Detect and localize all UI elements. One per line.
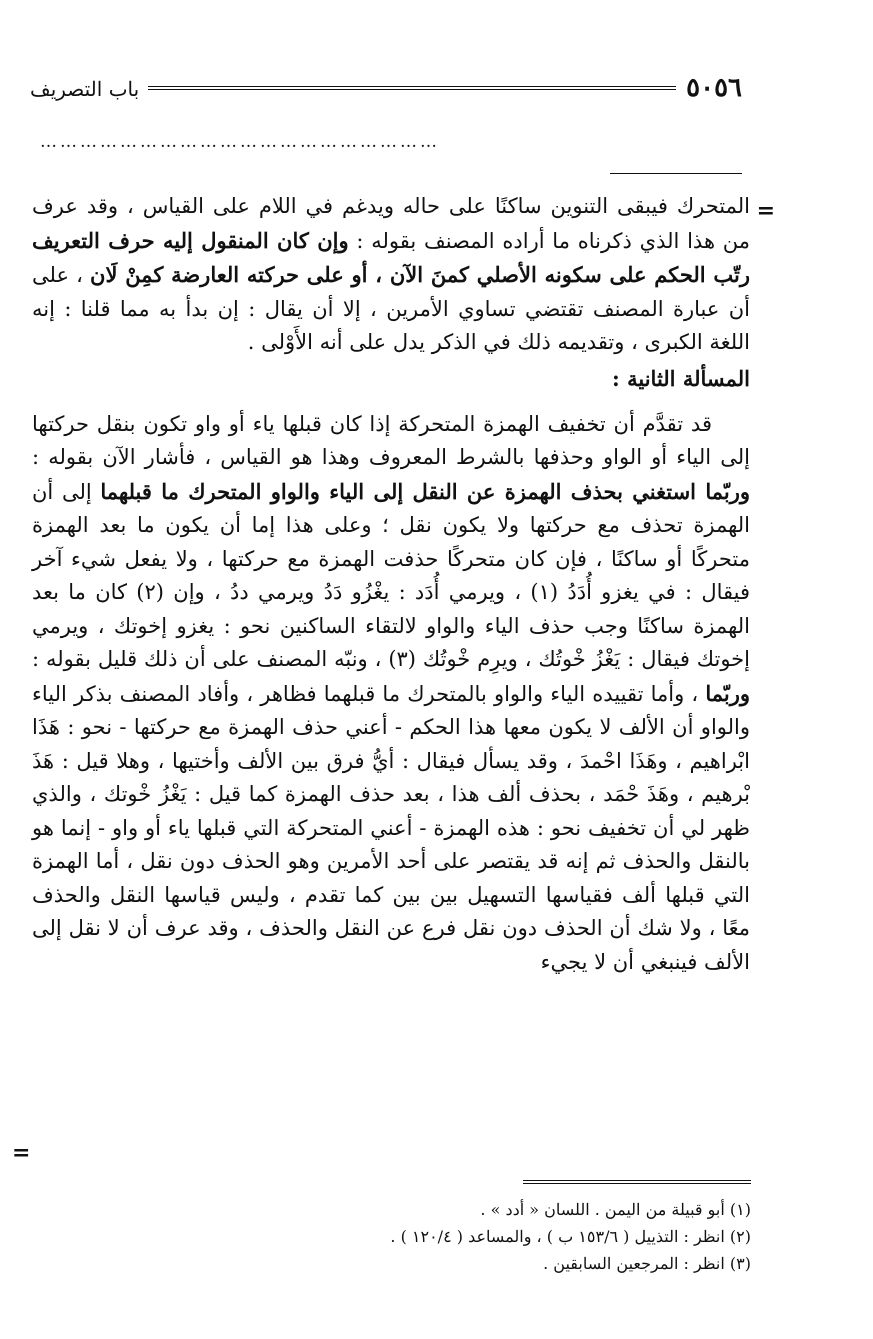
footnote-3: (٣) انظر : المرجعين السابقين .: [543, 1254, 751, 1273]
paragraph-2-text-1: قد تقدَّم أن تخفيف الهمزة المتحركة إذا كان قبلها ياء أو واو تكون بنقل حركتها إلى الياء أو الواو وحذفها بالشرط المعروف وهذا هو القياس ، فأشار الآن بقوله :: [32, 411, 750, 469]
chapter-title: باب التصريف: [30, 77, 140, 101]
header-rule: [148, 86, 676, 90]
footnotes: [111, 1196, 751, 1277]
paragraph-2-text-3: ، وأما تقييده الياء والواو بالمتحرك ما قبلهما فظاهر ، وأفاد المصنف بذكر الياء والواو أن الألف لا يكون معها هذا الحكم - أعني حذف الهمزة مع حركتها - نحو : هَذَا ابْراهيم ، وهَذَا احْمدَ ، وقد يسأل فيقال : أيُّ فرق بين الألف وأختيها ، وهلا قيل : هَذَ بْرهيم ، وهَذَ حْمَد ، بحذف ألف هذا ، بعد حذف الهمزة كما قيل : يَغْزُ خْوتك ، والذي ظهر لي أن تخفيف نحو : هذه الهمزة - أعني المتحركة التي قبلها ياء أو واو - إنما هو بالنقل والحذف ثم إنه قد يقتصر على أحد الأمرين وهو الحذف دون نقل ، أما الهمزة التي قبلها ألف فقياسها التسهيل بين بين كما تقدم ، وليس قياسها النقل والحذف معًا ، ولا شك أن الحذف دون نقل فرع عن النقل والحذف ، وقد عرف أن لا نقل إلى الألف فينبغي أن لا يجيء: [32, 681, 751, 974]
paragraph-1-text-2: ، على أن عبارة المصنف تقتضي تساوي الأمرين ، إلا أن يقال : إن بدأ به مما قلنا : إنه اللغة الكبرى ، وتقديمه ذلك في الذكر يدل على أنه الأَوْلى .: [32, 263, 750, 354]
page-number: ٥٠٥٦: [686, 73, 742, 103]
paragraph-2-text-2: إلى أن الهمزة تحذف مع حركتها ولا يكون نقل ؛ وعلى هذا إما أن يكون ما بعد الهمزة متحركًا أو ساكنًا ، فإن كان متحركًا حذفت الهمزة مع حركتها ، ولا يفعل شيء آخر فيقال : في يغزو أُدَدُ (١) ، ويرمي أُدَد : يغْزُو دَدُ ويرمي ددُ ، وإن (٢) كان ما بعد الهمزة ساكنًا وجب حذف الياء والواو لالتقاء الساكنين نحو : يغزو إخوتك ، ويرمي إخوتك فيقال : يَغْزُ خْوتُك ، ويرِم خْوتُك (٣) ، ونبّه المصنف على أن ذلك قليل بقوله :: [32, 479, 751, 671]
continuation-mark-end: =: [12, 1140, 31, 1166]
footnote-2: (٢) انظر : التذييل ( ١٥٣/٦ ب ) ، والمساعد ( ١٢٠/٤ ) .: [390, 1227, 751, 1246]
main-text: [32, 190, 750, 979]
continuation-mark-start: =: [756, 198, 775, 224]
paragraph-second-issue: [32, 408, 750, 980]
paragraph-continued: [32, 190, 750, 360]
separator-dots: ……………………………………………………: [40, 132, 440, 152]
paragraph-2-quote-1: وربّما استغني بحذف الهمزة عن النقل إلى الياء والواو المتحرك ما قبلهما: [100, 478, 751, 504]
section-heading: المسألة الثانية :: [612, 365, 750, 391]
paragraph-2-quote-2: وربّما: [705, 680, 750, 706]
paragraph-1-quote: وإن كان المنقول إليه حرف التعريف رتّب الحكم على سكونه الأصلي كمنَ الآن ، أو على حركته العارضة كمِنْ لَان: [32, 227, 750, 287]
footnote-rule: [523, 1180, 751, 1184]
page-header: [30, 70, 742, 110]
paragraph-1-text-1: المتحرك فيبقى التنوين ساكنًا على حاله ويدغم في اللام على القياس ، وقد عرف من هذا الذي ذكرناه ما أراده المصنف بقوله :: [32, 194, 751, 253]
separator-rule: [610, 173, 742, 174]
footnote-1: (١) أبو قبيلة من اليمن . اللسان « أدد » .: [480, 1200, 751, 1219]
